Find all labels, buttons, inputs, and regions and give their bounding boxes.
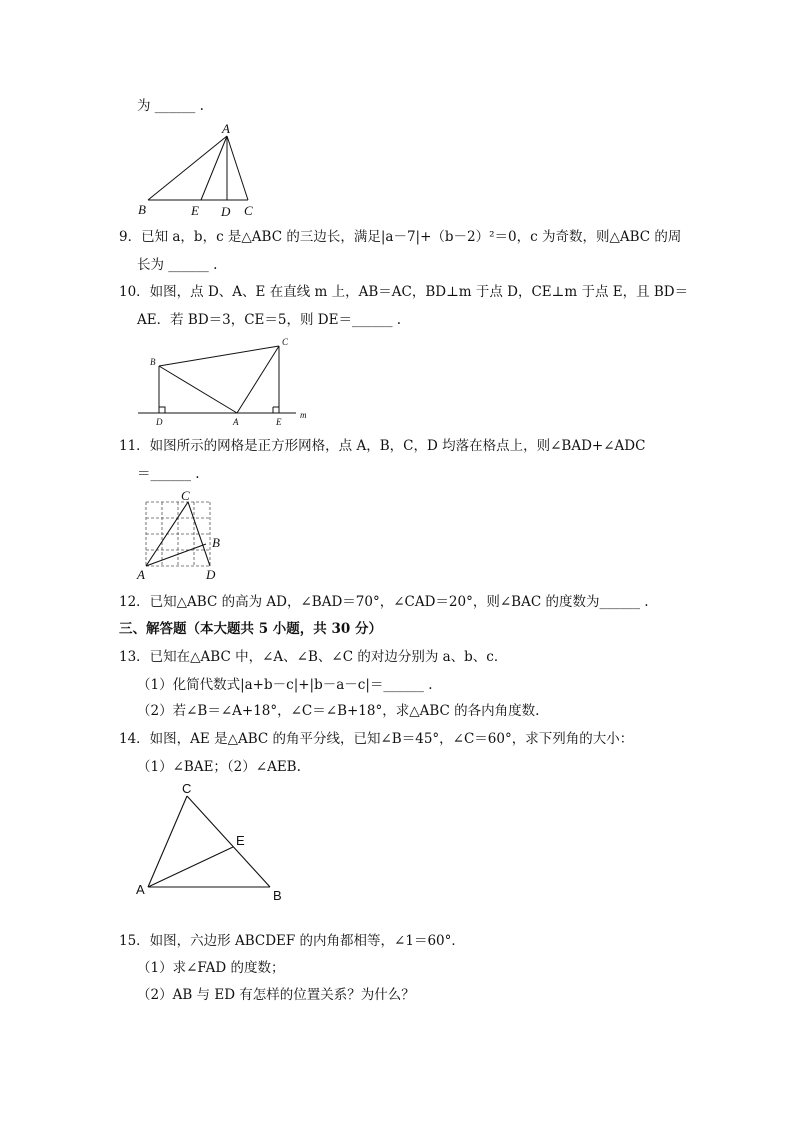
q14-line1: 14．如图，AE 是△ABC 的角平分线，已知∠B＝45°，∠C＝60°，求下列角的大小： [119,731,634,747]
q10-segment-ac [237,346,279,413]
q10-label-m: m [300,410,307,420]
q10-label-e: E [276,417,282,427]
q13-sub1: （1）化简代数式|a+b－c|+|b－a－c|＝______ . [137,677,433,693]
q14-figure [130,780,295,905]
q14-segment-ae [148,847,233,887]
q11-line2: ＝______ . [137,466,200,482]
q10-label-b: B [150,357,156,367]
q15-sub1: （1）求∠FAD 的度数； [137,960,285,976]
q14-segment-ac [148,796,187,887]
section3-title: 三、解答题（本大题共 5 小题，共 30 分） [119,621,382,637]
q10-segment-bc [159,346,279,366]
q11-label-a: A [137,567,145,582]
q10-line2: AE．若 BD＝3，CE＝5，则 DE＝______ . [137,312,402,328]
q9-line2: 长为 ______ . [137,257,218,273]
q10-label-d: D [156,417,163,427]
q8-label-e: E [191,203,199,218]
q11-label-d: D [206,567,216,582]
q11-grid [146,502,210,566]
q8-label-c: C [244,203,253,218]
q13-sub2: （2）若∠B＝∠A+18°，∠C＝∠B+18°，求△ABC 的各内角度数. [137,703,540,719]
q11-grid-figure [134,487,224,582]
q8-label-d: D [221,204,231,219]
q14-sub1: （1）∠BAE；（2）∠AEB. [137,759,301,775]
q8-tail: 为 ______ . [137,98,204,114]
q15-line1: 15．如图，六边形 ABCDEF 的内角都相等，∠1＝60°． [119,933,465,949]
q11-segment-ab [146,544,206,566]
q11-label-c: C [181,488,190,503]
q8-segment-ae [201,136,227,200]
q10-segment-ba [159,366,237,413]
q11-label-b: B [212,535,220,550]
q10-label-a: A [233,417,239,427]
q14-label-b: B [273,888,282,903]
q8-label-a: A [222,121,230,136]
q14-label-a: A [136,882,145,897]
q8-label-b: B [138,202,146,217]
q8-triangle-figure [130,118,270,223]
q11-line1: 11．如图所示的网格是正方形网格，点 A，B，C，D 均落在格点上，则∠BAD+∠ADC [119,438,646,454]
q14-label-e: E [236,833,245,848]
q14-label-c: C [182,781,192,796]
q14-segment-cb [187,796,270,887]
q8-segment-ac [227,136,248,200]
q8-segment-ab [148,136,227,200]
q10-label-c: C [282,337,289,347]
q10-right-angle-d [159,407,165,413]
q9-line1: 9．已知 a，b，c 是△ABC 的三边长，满足|a－7|+（b－2）²＝0，c 为奇数，则△ABC 的周 [119,229,682,245]
q10-figure [136,333,326,428]
q12-line1: 12．已知△ABC 的高为 AD，∠BAD＝70°，∠CAD＝20°，则∠BAC 的度数为______ . [119,594,649,610]
q10-line1: 10．如图，点 D、A、E 在直线 m 上，AB＝AC，BD⊥m 于点 D，CE⊥m 于点 E，且 BD＝ [119,284,689,300]
q15-sub2: （2）AB 与 ED 有怎样的位置关系？为什么？ [137,987,415,1003]
q13-line1: 13．已知在△ABC 中，∠A、∠B、∠C 的对边分别为 a、b、c． [119,649,508,665]
